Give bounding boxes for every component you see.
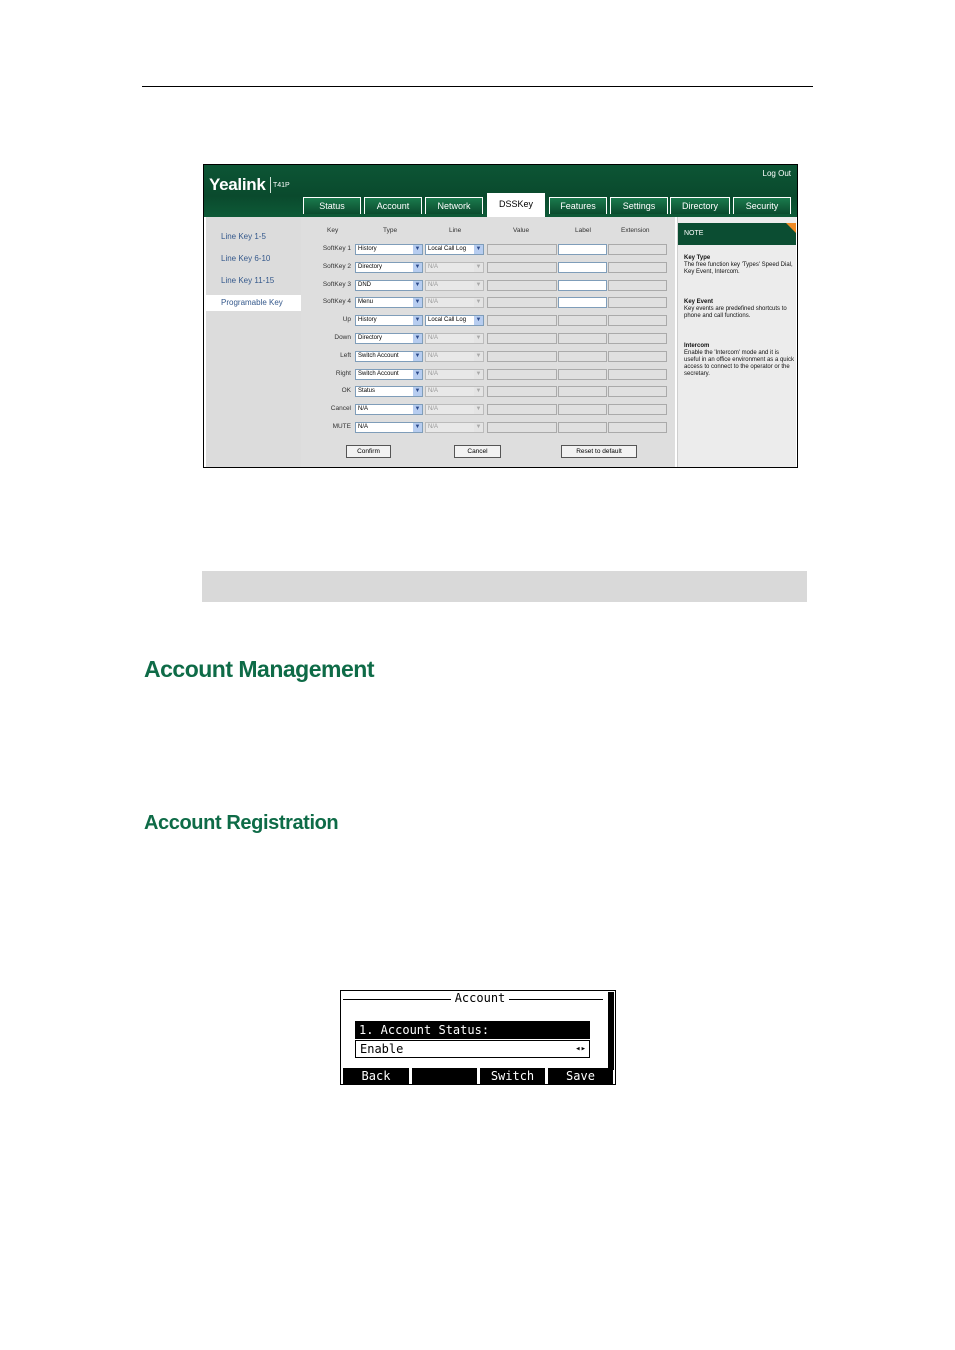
type-select[interactable] <box>355 369 423 380</box>
web-ui-screenshot <box>203 164 798 468</box>
confirm-button[interactable]: Confirm <box>346 445 391 458</box>
chevron-down-icon: ▼ <box>475 371 482 377</box>
section-heading-account-management: Account Management <box>144 656 374 682</box>
line-select <box>425 262 484 273</box>
line-select <box>425 297 484 308</box>
chevron-down-icon: ▼ <box>414 406 421 412</box>
value-input <box>487 386 557 397</box>
row-key-label: Up <box>342 316 351 323</box>
sidebar <box>206 217 301 467</box>
selected-menu-item[interactable] <box>355 1021 590 1039</box>
type-select[interactable] <box>355 244 423 255</box>
chevron-down-icon: ▼ <box>475 406 482 412</box>
line-select-value: N/A <box>428 388 439 394</box>
extension-input <box>608 386 667 397</box>
line-select-value: N/A <box>428 371 439 377</box>
tab-features[interactable]: Features <box>549 197 607 214</box>
phone-lcd-screenshot <box>340 990 616 1085</box>
row-key-label: Left <box>340 352 351 359</box>
type-select-value: Status <box>358 388 376 394</box>
value-input <box>487 422 557 433</box>
chevron-down-icon: ▼ <box>475 282 482 288</box>
cancel-button[interactable]: Cancel <box>454 445 501 458</box>
softkey-empty[interactable] <box>412 1068 477 1084</box>
line-select <box>425 280 484 291</box>
chevron-down-icon: ▼ <box>475 299 482 305</box>
value-input <box>487 280 557 291</box>
label-input[interactable] <box>558 280 607 291</box>
line-select <box>425 369 484 380</box>
sidebar-item-line-key-1-5[interactable]: Line Key 1-5 <box>221 232 266 241</box>
line-select <box>425 333 484 344</box>
field-value: Enable <box>360 1042 404 1056</box>
model-label: T41P <box>273 182 290 189</box>
extension-input <box>608 315 667 326</box>
line-select[interactable] <box>425 315 484 326</box>
type-select-value: DND <box>358 282 371 288</box>
note-section-text: Key events are predefined shortcuts to phone and call functions. <box>684 306 787 319</box>
value-input <box>487 404 557 415</box>
line-select-value: N/A <box>428 299 439 305</box>
type-select[interactable] <box>355 315 423 326</box>
value-input <box>487 297 557 308</box>
softkey-switch[interactable]: Switch <box>480 1068 545 1084</box>
chevron-down-icon: ▼ <box>475 317 482 323</box>
note-section-title: Key Type <box>684 255 711 261</box>
note-bar <box>202 571 807 602</box>
line-select <box>425 422 484 433</box>
chevron-down-icon: ▼ <box>414 424 421 430</box>
type-select[interactable] <box>355 386 423 397</box>
lcd-scrollbar[interactable] <box>608 992 614 1070</box>
tab-settings[interactable]: Settings <box>610 197 668 214</box>
column-header-value: Value <box>513 227 530 234</box>
column-header-type: Type <box>383 227 398 234</box>
softkey-back[interactable]: Back <box>343 1068 409 1084</box>
line-select <box>425 386 484 397</box>
title-rule-left <box>343 999 451 1000</box>
web-header <box>204 165 797 217</box>
line-select-value: N/A <box>428 264 439 270</box>
value-input <box>487 244 557 255</box>
chevron-down-icon: ▼ <box>414 264 421 270</box>
type-select[interactable] <box>355 262 423 273</box>
value-input <box>487 315 557 326</box>
line-select-value: Local Call Log <box>428 246 467 252</box>
extension-input <box>608 369 667 380</box>
extension-input <box>608 244 667 255</box>
line-select[interactable] <box>425 244 484 255</box>
column-header-key: Key <box>327 227 339 234</box>
note-section-key-event <box>684 299 794 320</box>
title-rule-right <box>509 999 603 1000</box>
chevron-down-icon: ▼ <box>475 388 482 394</box>
line-select-value: N/A <box>428 335 439 341</box>
chevron-down-icon: ▼ <box>414 317 421 323</box>
chevron-down-icon: ▼ <box>414 371 421 377</box>
row-key-label: Right <box>335 370 351 377</box>
extension-input <box>608 422 667 433</box>
label-input[interactable] <box>558 244 607 255</box>
type-select[interactable] <box>355 297 423 308</box>
type-select[interactable] <box>355 351 423 362</box>
type-select-value: History <box>358 317 377 323</box>
programable-key-form <box>301 217 675 467</box>
row-key-label: SoftKey 3 <box>322 281 351 288</box>
label-input <box>558 369 607 380</box>
type-select-value: N/A <box>358 424 369 430</box>
lcd-title: Account <box>454 991 506 1005</box>
type-select-value: Switch Account <box>358 371 399 377</box>
label-input <box>558 386 607 397</box>
label-input <box>558 333 607 344</box>
type-select[interactable] <box>355 422 423 433</box>
chevron-down-icon: ▼ <box>475 353 482 359</box>
row-key-label: Cancel <box>330 405 351 412</box>
row-key-label: SoftKey 4 <box>322 298 351 305</box>
left-right-arrows-icon: ◂▸ <box>575 1044 586 1054</box>
type-select-value: N/A <box>358 406 369 412</box>
sidebar-item-line-key-6-10[interactable]: Line Key 6-10 <box>221 254 271 263</box>
note-section-title: Key Event <box>684 299 714 305</box>
menu-item-label: 1. Account Status: <box>359 1023 490 1037</box>
note-corner-icon <box>786 223 796 233</box>
chevron-down-icon: ▼ <box>414 282 421 288</box>
type-select-value: Directory <box>358 335 383 341</box>
chevron-down-icon: ▼ <box>414 299 421 305</box>
column-header-label: Label <box>575 227 591 234</box>
tab-directory[interactable]: Directory <box>670 197 730 214</box>
extension-input <box>608 262 667 273</box>
chevron-down-icon: ▼ <box>475 246 482 252</box>
row-key-label: MUTE <box>332 423 351 430</box>
note-section-text: The free function key 'Types' Speed Dial, Key Event, Intercom. <box>684 262 793 275</box>
type-select-value: Directory <box>358 264 383 270</box>
line-select <box>425 351 484 362</box>
label-input <box>558 315 607 326</box>
note-section-text: Enable the 'Intercom' mode and it is useful in an office environment as a quick access to connect to the operator or the secretary. <box>684 350 794 377</box>
type-select[interactable] <box>355 280 423 291</box>
extension-input <box>608 297 667 308</box>
chevron-down-icon: ▼ <box>475 424 482 430</box>
tab-account[interactable]: Account <box>364 197 422 214</box>
extension-input <box>608 404 667 415</box>
value-input <box>487 369 557 380</box>
column-header-line: Line <box>449 227 462 234</box>
tab-network[interactable]: Network <box>425 197 483 214</box>
label-input <box>558 351 607 362</box>
tab-security[interactable]: Security <box>733 197 791 214</box>
label-input[interactable] <box>558 297 607 308</box>
reset-to-default-button[interactable]: Reset to default <box>561 445 637 458</box>
extension-input <box>608 333 667 344</box>
column-header-extension: Extension <box>621 227 650 234</box>
type-select[interactable] <box>355 333 423 344</box>
extension-input <box>608 280 667 291</box>
chevron-down-icon: ▼ <box>414 335 421 341</box>
type-select-value: Menu <box>358 299 374 305</box>
sidebar-item-line-key-11-15[interactable]: Line Key 11-15 <box>221 276 275 285</box>
tab-dsskey[interactable]: DSSKey <box>487 193 545 218</box>
line-select-value: N/A <box>428 406 439 412</box>
web-body <box>204 217 797 467</box>
row-key-label: Down <box>334 334 351 341</box>
note-section-intercom <box>684 343 794 378</box>
label-input[interactable] <box>558 262 607 273</box>
row-key-label: SoftKey 2 <box>322 263 351 270</box>
header-rule <box>142 86 813 87</box>
label-input <box>558 422 607 433</box>
type-select-value: History <box>358 246 377 252</box>
row-key-label: SoftKey 1 <box>322 245 351 252</box>
note-section-key-type <box>684 255 794 276</box>
tab-status[interactable]: Status <box>303 197 361 214</box>
chevron-down-icon: ▼ <box>414 353 421 359</box>
label-input <box>558 404 607 415</box>
chevron-down-icon: ▼ <box>414 388 421 394</box>
note-section-title: Intercom <box>684 343 710 349</box>
section-heading-account-registration: Account Registration <box>144 812 339 834</box>
value-input <box>487 351 557 362</box>
chevron-down-icon: ▼ <box>475 335 482 341</box>
line-select-value: N/A <box>428 424 439 430</box>
chevron-down-icon: ▼ <box>414 246 421 252</box>
line-select-value: Local Call Log <box>428 317 467 323</box>
type-select-value: Switch Account <box>358 353 399 359</box>
extension-input <box>608 351 667 362</box>
sidebar-item-programable-key[interactable] <box>206 295 301 311</box>
softkey-save[interactable]: Save <box>548 1068 613 1084</box>
note-header <box>678 223 796 245</box>
logout-link[interactable]: Log Out <box>762 169 791 178</box>
value-input <box>487 262 557 273</box>
account-status-field[interactable] <box>355 1040 590 1058</box>
line-select-value: N/A <box>428 282 439 288</box>
chevron-down-icon: ▼ <box>475 264 482 270</box>
note-panel <box>677 217 796 467</box>
row-key-label: OK <box>341 387 351 394</box>
note-title: NOTE <box>684 230 704 237</box>
line-select <box>425 404 484 415</box>
yealink-logo: Yealink <box>209 175 266 194</box>
sidebar-item-label: Programable Key <box>221 298 283 307</box>
type-select[interactable] <box>355 404 423 415</box>
value-input <box>487 333 557 344</box>
line-select-value: N/A <box>428 353 439 359</box>
logo-divider <box>270 177 271 193</box>
